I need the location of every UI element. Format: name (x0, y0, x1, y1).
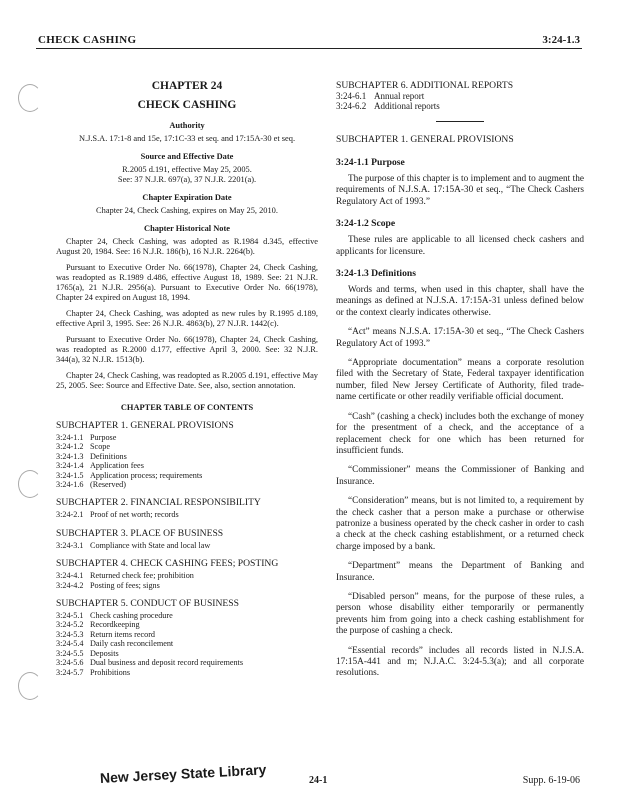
punch-hole-mark (18, 470, 42, 498)
section-heading-scope: 3:24-1.2 Scope (336, 218, 396, 230)
toc-entry-title: Scope (90, 442, 111, 452)
section-divider (436, 121, 484, 122)
toc-entry-number: 3:24-2.1 (56, 510, 84, 520)
toc-entry-number: 3:24-1.2 (56, 442, 84, 452)
history-paragraph: Chapter 24, Check Cashing, was readopted as R.2005 d.191, effective May 25, 2005. See: Source and Effective Date. See, also, section annotation. (56, 371, 318, 390)
toc-entry-title: Annual report (374, 91, 425, 101)
toc-heading: CHAPTER TABLE OF CONTENTS (120, 403, 254, 412)
toc-entry-number: 3:24-5.4 (56, 639, 84, 649)
chapter-title: CHECK CASHING (137, 99, 237, 111)
toc-entry (56, 452, 318, 461)
toc-entry (56, 639, 318, 648)
toc-entry-number: 3:24-5.1 (56, 611, 84, 621)
toc-entry-title: Application fees (90, 461, 144, 471)
running-header-section: 3:24-1.3 (542, 34, 580, 46)
toc-subchapter-title: SUBCHAPTER 5. CONDUCT OF BUSINESS (56, 598, 239, 610)
subchapter-heading: SUBCHAPTER 1. GENERAL PROVISIONS (336, 134, 514, 145)
punch-hole-mark (18, 84, 42, 112)
section-heading-definitions: 3:24-1.3 Definitions (336, 268, 416, 280)
toc-entry (56, 461, 318, 470)
toc-entry (56, 433, 318, 442)
toc-entry (56, 620, 318, 629)
toc-entry (56, 668, 318, 677)
toc-entry-title: Daily cash reconcilement (90, 639, 174, 649)
section-paragraph: The purpose of this chapter is to implement and to augment the requirements of N.J.S.A. 17:15A-30 et seq., “The Check Cashers Regulatory Act of 1993.” (336, 174, 584, 207)
toc-entry (56, 581, 318, 590)
expiration-text: Chapter 24, Check Cashing, expires on May 25, 2010. (96, 206, 278, 215)
toc-entry-title: Purpose (90, 433, 117, 442)
toc-entry (56, 611, 318, 620)
definition-paragraph: “Essential records” includes all records listed in N.J.S.A. 17:15A-441 and m; N.J.A.C. 3:24-5.3(a); and all corporate resolutions. (336, 645, 584, 679)
supplement-date: Supp. 6-19-06 (522, 775, 580, 786)
toc-entry-title: Return items record (90, 629, 156, 639)
header-rule (36, 48, 582, 49)
toc-entry (336, 91, 584, 101)
toc-subchapter-title: SUBCHAPTER 3. PLACE OF BUSINESS (56, 527, 224, 539)
toc-entry-title: Compliance with State and local law (90, 540, 211, 550)
right-column (336, 80, 584, 688)
source-text: See: 37 N.J.R. 697(a), 37 N.J.R. 2201(a). (117, 175, 257, 184)
toc-entry-number: 3:24-6.1 (336, 91, 367, 101)
toc-subchapter-title: SUBCHAPTER 4. CHECK CASHING FEES; POSTING (56, 558, 279, 570)
toc-subchapter-title: SUBCHAPTER 1. GENERAL PROVISIONS (56, 420, 234, 431)
toc-entry-title: Additional reports (374, 101, 440, 111)
toc-entry-title: Recordkeeping (90, 620, 140, 630)
definition-paragraph: “Act” means N.J.S.A. 17:15A-30 et seq., “The Check Cashers Regulatory Act of 1993.” (336, 327, 584, 349)
toc-entry-title: Definitions (90, 451, 127, 461)
toc-entry-number: 3:24-1.3 (56, 451, 84, 461)
toc-entry-title: Check cashing procedure (90, 611, 173, 621)
definition-paragraph: “Cash” (cashing a check) includes both the exchange of money for the presentment of a check, and the acceptance of a replacement check for one which has been returned for insufficient funds. (336, 411, 584, 456)
authority-heading: Authority (169, 121, 205, 130)
definition-paragraph: Words and terms, when used in this chapter, shall have the meanings as defined at N.J.S.A. 17:15A-31 unless defined below or the context clearly indicates otherwise. (336, 285, 584, 318)
toc-entry-title: Proof of net worth; records (90, 510, 179, 520)
toc-entry (56, 630, 318, 639)
toc-subchapter-title: SUBCHAPTER 6. ADDITIONAL REPORTS (336, 80, 514, 91)
toc-entry-number: 3:24-5.2 (56, 620, 84, 630)
toc-entry-number: 3:24-4.2 (56, 580, 84, 590)
toc-entry-title: Prohibitions (90, 667, 131, 677)
definition-paragraph: “Commissioner” means the Commissioner of Banking and Insurance. (336, 465, 584, 487)
toc-entry-number: 3:24-3.1 (56, 540, 84, 550)
toc-entry-title: Posting of fees; signs (90, 580, 160, 590)
toc-entry-number: 3:24-6.2 (336, 101, 367, 111)
toc-entry (56, 541, 318, 550)
toc-entry-number: 3:24-1.1 (56, 433, 84, 442)
source-text: R.2005 d.191, effective May 25, 2005. (122, 165, 252, 174)
definition-paragraph: “Appropriate documentation” means a corporate resolution filed with the Secretary of State, Federal taxpayer identification number, filed New Jersey Certificate of Authority, filed trade-name certificate or other readily verifiable official document. (336, 358, 584, 403)
left-column (56, 56, 318, 677)
toc-entry-title: Deposits (90, 648, 119, 658)
authority-text: N.J.S.A. 17:1-8 and 15e, 17:1C-33 et seq. and 17:15A-30 et seq. (78, 134, 296, 143)
toc-entry-title: Application process; requirements (90, 470, 203, 480)
toc-entry-number: 3:24-5.3 (56, 629, 84, 639)
punch-hole-mark (18, 672, 42, 700)
section-heading-purpose: 3:24-1.1 Purpose (336, 157, 405, 168)
definition-paragraph: “Disabled person” means, for the purpose of these rules, a person whose disability either temporarily or permanently prevents him from going into a check cashing establishment for the purpose of cashing a check. (336, 591, 584, 637)
toc-entry-title: Returned check fee; prohibition (90, 571, 194, 581)
toc-subchapter-title: SUBCHAPTER 2. FINANCIAL RESPONSIBILITY (56, 497, 261, 509)
toc-entry (56, 658, 318, 667)
library-stamp: New Jersey State Library (99, 761, 267, 786)
toc-entry (56, 471, 318, 480)
toc-entry-number: 3:24-1.4 (56, 461, 84, 471)
running-header-title: CHECK CASHING (38, 34, 137, 46)
page-number: 24-1 (309, 775, 328, 786)
toc-entry (56, 649, 318, 658)
toc-entry (336, 101, 584, 111)
history-paragraph: Chapter 24, Check Cashing, was adopted as new rules by R.1995 d.189, effective April 3, 1995. See: 26 N.J.R. 4863(b), 27 N.J.R. 1442(c). (56, 309, 318, 328)
toc-entry-number: 3:24-1.5 (56, 470, 84, 480)
toc-entry-title: Dual business and deposit record requirements (90, 658, 244, 668)
toc-entry-number: 3:24-4.1 (56, 571, 84, 581)
definition-paragraph: “Department” means the Department of Banking and Insurance. (336, 561, 584, 583)
toc-entry-number: 3:24-5.7 (56, 667, 84, 677)
history-paragraph: Pursuant to Executive Order No. 66(1978), Chapter 24, Check Cashing, was readopted as R.1989 d.486, effective August 18, 1989. See: 21 N.J.R. 1765(a), 21 N.J.R. 2956(a). Pursuant to Executive Order No. 66(1978), Chapter 24 expired on August 18, 1994. (56, 263, 318, 302)
source-heading: Source and Effective Date (140, 152, 234, 161)
toc-entry (56, 442, 318, 451)
toc-entry (56, 480, 318, 489)
toc-entry (56, 571, 318, 580)
expiration-heading: Chapter Expiration Date (142, 193, 232, 202)
history-heading: Chapter Historical Note (144, 224, 230, 233)
toc-entry (56, 510, 318, 519)
toc-entry-number: 3:24-1.6 (56, 480, 84, 490)
history-paragraph: Pursuant to Executive Order No. 66(1978), Chapter 24, Check Cashing, was readopted as R.2000 d.177, effective April 3, 2000. See: 32 N.J.R. 344(a), 32 N.J.R. 1513(b). (56, 335, 318, 364)
toc-entry-title: (Reserved) (90, 480, 126, 490)
definition-paragraph: “Consideration” means, but is not limited to, a requirement by the check casher that a person make a purchase or otherwise patronize a business operated by the check casher in order to cash a check at the check cashing establishment, or a returned check charge imposed by a bank. (336, 496, 584, 552)
toc-entry-number: 3:24-5.5 (56, 648, 84, 658)
chapter-number: CHAPTER 24 (151, 80, 223, 92)
section-paragraph: These rules are applicable to all licensed check cashers and applicants for licensure. (336, 235, 584, 257)
toc-entry-number: 3:24-5.6 (56, 658, 84, 668)
history-paragraph: Chapter 24, Check Cashing, was adopted as R.1984 d.345, effective August 20, 1984. See: 16 N.J.R. 186(b), 16 N.J.R. 2264(b). (56, 237, 318, 256)
